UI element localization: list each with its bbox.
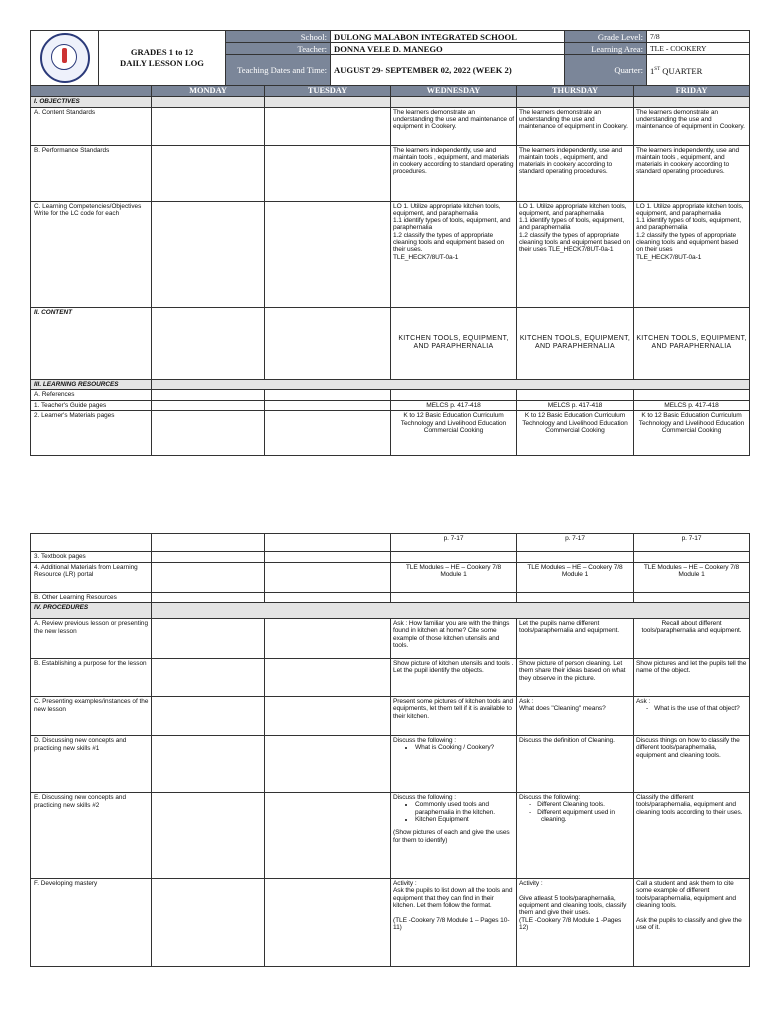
- lm-pages-thu: p. 7-17: [517, 534, 634, 552]
- lesson-table-1: [30, 85, 750, 456]
- area-label: Learning Area:: [565, 43, 647, 55]
- additional-wed: TLE Modules – HE – Cookery 7/8 Module 1: [391, 562, 517, 592]
- content-standard-thu: The learners demonstrate an understanding the use and maintenance of equipment in Cookery.: [517, 107, 634, 145]
- proc-f-wed: Activity : Ask the pupils to list down all the tools and equipment that they can find in their kitchen. Let them follow the format. (TLE -Cookery 7/8 Module 1 – Pages 10-11): [391, 879, 517, 967]
- day-header-thursday: THURSDAY: [517, 86, 634, 97]
- proc-b-fri: Show pictures and let the pupils tell the name of the object.: [634, 659, 750, 697]
- competency-fri: LO 1. Utilize appropriate kitchen tools, equipment, and paraphernalia 1.1 identify types of tools, equipment, and paraphernalia 1.2 classify the types of appropriate cleaning tools and equipment based on their uses TLE_HECK7/8UT-0a-1: [634, 201, 750, 307]
- teacher-label: Teacher:: [226, 43, 331, 55]
- lm-pages-label: 2. Learner's Materials pages: [31, 411, 152, 456]
- performance-standard-thu: The learners independently, use and maintain tools , equipment, and materials in cookery according to standard operating procedures.: [517, 145, 634, 201]
- lm-fri: K to 12 Basic Education Curriculum Technology and Livelihood Education Commercial Cooking: [634, 411, 750, 456]
- proc-d-wed: [391, 736, 517, 793]
- proc-f-label: F. Developing mastery: [31, 879, 152, 967]
- day-header-friday: FRIDAY: [634, 86, 750, 97]
- lm-pages-wed: p. 7-17: [391, 534, 517, 552]
- tg-pages-label: 1. Teacher's Guide pages: [31, 400, 152, 411]
- competencies-label: C. Learning Competencies/Objectives Write for the LC code for each: [31, 201, 152, 307]
- lesson-table-part-2: [30, 533, 749, 967]
- proc-a-wed: Ask : How familiar you are with the things found in kitchen at home? Cite some example of those kitchen utensils and tools.: [391, 619, 517, 659]
- proc-b-label: B. Establishing a purpose for the lesson: [31, 659, 152, 697]
- tg-thu: MELCS p. 417-418: [517, 400, 634, 411]
- proc-e-wed-item-2: • Kitchen Equipment: [415, 816, 514, 823]
- proc-e-thu-item-1: - Different Cleaning tools.: [541, 801, 631, 808]
- proc-e-wed: [391, 793, 517, 879]
- proc-c-label: C. Presenting examples/instances of the new lesson: [31, 697, 152, 736]
- proc-a-fri: Recall about different tools/paraphernalia and equipment.: [634, 619, 750, 659]
- proc-d-thu: Discuss the definition of Cleaning.: [517, 736, 634, 793]
- proc-b-wed: Show picture of kitchen utensils and tools . Let the pupil identify the objects.: [391, 659, 517, 697]
- day-header-monday: MONDAY: [152, 86, 265, 97]
- proc-e-wed-item-1: • Commonly used tools and paraphernalia in the kitchen.: [415, 801, 514, 816]
- competency-wed: LO 1. Utilize appropriate kitchen tools, equipment, and paraphernalia 1.1 identify types of tools, equipment, and paraphernalia 1.2 classify the types of appropriate cleaning tools and equipment based on their uses. TLE_HECK7/8UT-0a-1: [391, 201, 517, 307]
- proc-e-wed-intro: Discuss the following :: [393, 794, 456, 802]
- dates-value: AUGUST 29- SEPTEMBER 02, 2022 (WEEK 2): [331, 55, 565, 86]
- lesson-table-part-1: [30, 85, 749, 456]
- tg-wed: MELCS p. 417-418: [391, 400, 517, 411]
- title-line-2: DAILY LESSON LOG: [120, 58, 204, 68]
- proc-e-thu-intro: Discuss the following:: [519, 794, 581, 802]
- proc-d-fri: Discuss things on how to classify the different tools/paraphernalia, equipment and cleaning tools.: [634, 736, 750, 793]
- content-label: II. CONTENT: [31, 307, 152, 379]
- quarter-ordinal: ST: [654, 66, 661, 72]
- proc-c-thu: Ask : What does "Cleaning" means?: [517, 697, 634, 736]
- content-fri: KITCHEN TOOLS, EQUIPMENT, AND PARAPHERNALIA: [634, 307, 750, 379]
- proc-e-label: E. Discussing new concepts and practicing new skills #2: [31, 793, 152, 879]
- procedures-label: IV. PROCEDURES: [31, 603, 152, 619]
- area-value: TLE - COOKERY: [647, 43, 750, 55]
- references-label: A. References: [31, 390, 152, 401]
- proc-b-thu: Show picture of person cleaning. Let them share their ideas based on what they observe in the picture.: [517, 659, 634, 697]
- school-value: DULONG MALABON INTEGRATED SCHOOL: [331, 31, 565, 43]
- proc-d-wed-intro: Discuss the following :: [393, 737, 456, 745]
- proc-e-fri: Classify the different tools/paraphernalia, equipment and cleaning tools according to their uses.: [634, 793, 750, 879]
- additional-thu: TLE Modules – HE – Cookery 7/8 Module 1: [517, 562, 634, 592]
- proc-e-thu-item-2: - Different equipment used in cleaning.: [541, 809, 631, 824]
- proc-d-wed-item: • What is Cooking / Cookery?: [415, 744, 514, 751]
- lm-wed: K to 12 Basic Education Curriculum Technology and Livelihood Education Commercial Cooking: [391, 411, 517, 456]
- school-label: School:: [226, 31, 331, 43]
- proc-e-wed-note: (Show pictures of each and give the uses for them to identify): [393, 829, 510, 844]
- dates-label: Teaching Dates and Time:: [226, 55, 331, 86]
- lm-pages-fri: p. 7-17: [634, 534, 750, 552]
- learning-resources-label: III. LEARNING RESOURCES: [31, 379, 152, 390]
- proc-f-thu: Activity : Give atleast 5 tools/paraphernalia, equipment and cleaning tools, classify them and give their uses. (TLE -Cookery 7/8 Module 1 -Pages 12): [517, 879, 634, 967]
- content-thu: KITCHEN TOOLS, EQUIPMENT, AND PARAPHERNALIA: [517, 307, 634, 379]
- proc-f-fri: Call a student and ask them to cite some example of different tools/paraphernalia, equipment and cleaning tools. Ask the pupils to classify and give the use of it.: [634, 879, 750, 967]
- lesson-table-2: [30, 533, 750, 967]
- quarter-label: Quarter:: [565, 55, 647, 86]
- performance-standard-fri: The learners independently, use and maintain tools , equipment, and materials in cookery according to standard operating procedures.: [634, 145, 750, 201]
- additional-fri: TLE Modules – HE – Cookery 7/8 Module 1: [634, 562, 750, 592]
- content-standards-label: A. Content Standards: [31, 107, 152, 145]
- lm-thu: K to 12 Basic Education Curriculum Technology and Livelihood Education Commercial Cooking: [517, 411, 634, 456]
- proc-c-fri: [634, 697, 750, 736]
- proc-c-fri-item: - What is the use of that object?: [658, 705, 747, 712]
- deped-seal: [31, 31, 99, 86]
- proc-a-thu: Let the pupils name different tools/paraphernalia and equipment.: [517, 619, 634, 659]
- proc-a-label: A. Review previous lesson or presenting the new lesson: [31, 619, 152, 659]
- quarter-value: [647, 55, 750, 86]
- textbook-label: 3. Textbook pages: [31, 552, 152, 563]
- grade-value: 7/8: [647, 31, 750, 43]
- content-wed: KITCHEN TOOLS, EQUIPMENT, AND PARAPHERNALIA: [391, 307, 517, 379]
- objectives-label: I. OBJECTIVES: [31, 97, 152, 108]
- proc-e-thu: [517, 793, 634, 879]
- content-standard-wed: The learners demonstrate an understanding the use and maintenance of equipment in Cookery.: [391, 107, 517, 145]
- proc-d-label: D. Discussing new concepts and practicing new skills #1: [31, 736, 152, 793]
- day-header-wednesday: WEDNESDAY: [391, 86, 517, 97]
- lesson-log-header: [30, 30, 749, 86]
- additional-materials-label: 4. Additional Materials from Learning Resource (LR) portal: [31, 562, 152, 592]
- other-resources-label: B. Other Learning Resources: [31, 592, 152, 603]
- performance-standard-wed: The learners independently, use and maintain tools , equipment, and materials in cookery according to standard operating procedures.: [391, 145, 517, 201]
- teacher-value: DONNA VELE D. MANEGO: [331, 43, 565, 55]
- proc-c-fri-intro: Ask :: [636, 698, 651, 706]
- content-standard-fri: The learners demonstrate an understanding the use and maintenance of equipment in Cookery.: [634, 107, 750, 145]
- proc-c-wed: Present some pictures of kitchen tools and equipments, let them tell if it is available to their kitchen.: [391, 697, 517, 736]
- quarter-number: 1: [650, 65, 655, 76]
- quarter-word: QUARTER: [662, 65, 703, 76]
- header-table: [30, 30, 750, 86]
- title-line-1: GRADES 1 to 12: [130, 47, 194, 57]
- corner-header: [31, 86, 152, 97]
- competency-thu: LO 1. Utilize appropriate kitchen tools, equipment, and paraphernalia 1.1 identify types of tools, equipment, and paraphernalia 1.2 classify the types of appropriate cleaning tools and equipment based on their uses TLE_HECK7/8UT-0a-1: [517, 201, 634, 307]
- tg-fri: MELCS p. 417-418: [634, 400, 750, 411]
- grade-label: Grade Level:: [565, 31, 647, 43]
- deped-seal-icon: [40, 33, 90, 83]
- log-title: [99, 31, 226, 86]
- day-header-tuesday: TUESDAY: [265, 86, 391, 97]
- performance-standards-label: B. Performance Standards: [31, 145, 152, 201]
